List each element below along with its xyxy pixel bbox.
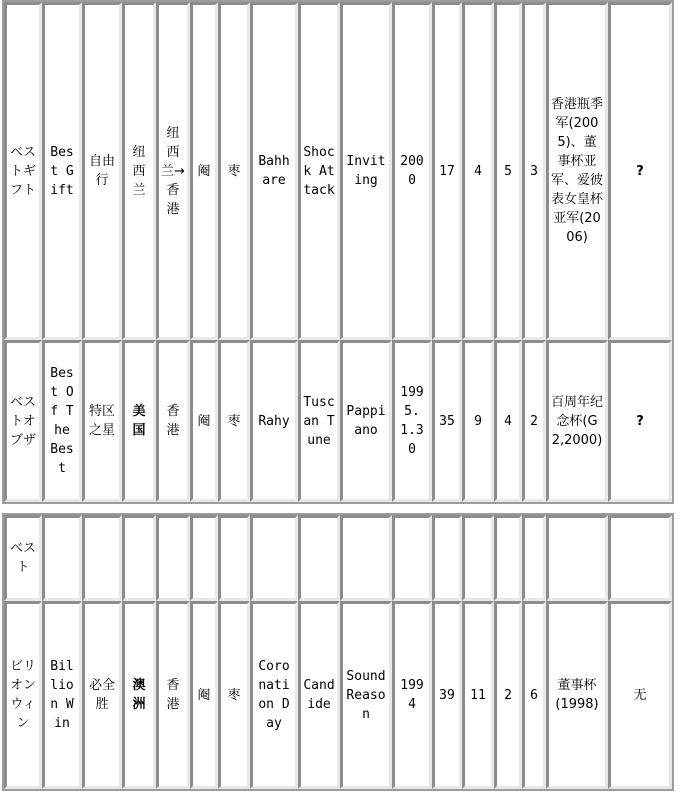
sire-cell	[250, 515, 298, 601]
note-cell	[608, 515, 672, 601]
wins-cell	[462, 515, 494, 601]
origin-cell: 纽西兰	[122, 2, 156, 340]
en-name-cell: Best Gift	[42, 2, 82, 340]
sire-cell: Bahhare	[250, 2, 298, 340]
dam-sire-cell: Sound Reason	[340, 601, 392, 789]
year-cell: 1995.1.30	[392, 340, 432, 502]
note-cell: 无	[608, 601, 672, 789]
dam-sire-cell: Inviting	[340, 2, 392, 340]
table-row	[4, 340, 672, 502]
note-cell: ?	[608, 2, 672, 340]
location-cell: 香港	[156, 601, 190, 789]
sex-cell: 阉	[190, 340, 218, 502]
seconds-cell: 2	[494, 601, 522, 789]
dam-sire-cell	[340, 515, 392, 601]
starts-cell: 35	[432, 340, 462, 502]
thirds-cell: 6	[522, 601, 546, 789]
sex-cell: 阉	[190, 2, 218, 340]
sire-cell: Coronation Day	[250, 601, 298, 789]
cn-name-cell: 自由行	[82, 2, 122, 340]
honours-cell: 香港瓶季军(2005)、董事杯亚军、爱彼表女皇杯亚军(2006)	[546, 2, 608, 340]
color-cell: 枣	[218, 601, 250, 789]
origin-cell: 澳洲	[122, 601, 156, 789]
cn-name-cell: 必全胜	[82, 601, 122, 789]
year-cell: 2000	[392, 2, 432, 340]
thirds-cell: 2	[522, 340, 546, 502]
thirds-cell: 3	[522, 2, 546, 340]
year-cell: 1994	[392, 601, 432, 789]
jp-name-cell: ベストオブザ	[4, 340, 42, 502]
starts-cell	[432, 515, 462, 601]
note-cell: ?	[608, 340, 672, 502]
color-cell	[218, 515, 250, 601]
color-cell: 枣	[218, 2, 250, 340]
location-cell: 香港	[156, 340, 190, 502]
dam-cell: Candide	[298, 601, 340, 789]
table-row	[4, 601, 672, 789]
cn-name-cell	[82, 515, 122, 601]
location-cell	[156, 515, 190, 601]
jp-name-cell: ベスト	[4, 515, 42, 601]
table-row	[4, 515, 672, 601]
dam-cell	[298, 515, 340, 601]
seconds-cell: 4	[494, 340, 522, 502]
wins-cell: 4	[462, 2, 494, 340]
cn-name-cell: 特区之星	[82, 340, 122, 502]
honours-cell: 百周年纪念杯(G2,2000)	[546, 340, 608, 502]
en-name-cell: Best Of The Best	[42, 340, 82, 502]
seconds-cell: 5	[494, 2, 522, 340]
table-row	[4, 2, 672, 340]
sire-cell: Rahy	[250, 340, 298, 502]
horse-table-bottom	[2, 513, 674, 791]
dam-cell: Shock Attack	[298, 2, 340, 340]
starts-cell: 17	[432, 2, 462, 340]
jp-name-cell: ビリオンウィン	[4, 601, 42, 789]
sex-cell: 阉	[190, 601, 218, 789]
year-cell	[392, 515, 432, 601]
dam-sire-cell: Pappiano	[340, 340, 392, 502]
wins-cell: 9	[462, 340, 494, 502]
honours-cell	[546, 515, 608, 601]
color-cell: 枣	[218, 340, 250, 502]
thirds-cell	[522, 515, 546, 601]
sex-cell	[190, 515, 218, 601]
location-cell: 纽西兰→香港	[156, 2, 190, 340]
origin-cell	[122, 515, 156, 601]
jp-name-cell: ベストギフト	[4, 2, 42, 340]
seconds-cell	[494, 515, 522, 601]
dam-cell: Tuscan Tune	[298, 340, 340, 502]
origin-cell: 美国	[122, 340, 156, 502]
starts-cell: 39	[432, 601, 462, 789]
en-name-cell	[42, 515, 82, 601]
en-name-cell: Billion Win	[42, 601, 82, 789]
wins-cell: 11	[462, 601, 494, 789]
honours-cell: 董事杯(1998)	[546, 601, 608, 789]
horse-table-top	[2, 0, 674, 504]
